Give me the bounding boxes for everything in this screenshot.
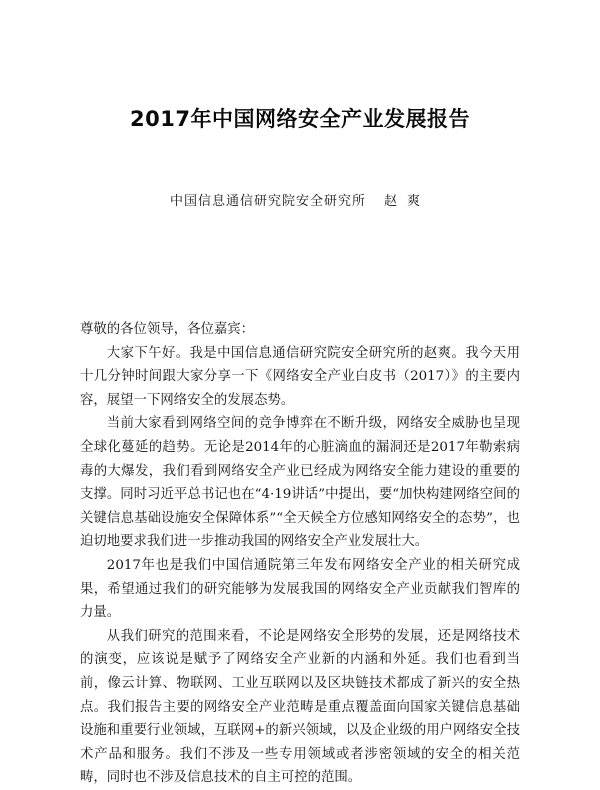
document-body (80, 318, 520, 790)
byline (0, 190, 600, 209)
author-name: 赵爽 (384, 194, 431, 209)
paragraph-1: 大家下午好。我是中国信息通信研究院安全研究所的赵爽。我今天用十几分钟时间跟大家分享一下《网络安全产业白皮书（2017）》的主要内容，展望一下网络安全的发展态势。 (80, 345, 520, 408)
greeting: 尊敬的各位领导，各位嘉宾： (80, 322, 255, 337)
paragraph-3: 2017年也是我们中国信通院第三年发布网络安全产业的相关研究成果，希望通过我们的研究能够为发展我国的网络安全产业贡献我们智库的力量。 (80, 557, 520, 621)
affiliation: 中国信息通信研究院安全研究所 (169, 194, 366, 209)
paragraph-2: 当前大家看到网络空间的竞争博弈在不断升级，网络安全威胁也呈现全球化蔓延的趋势。无论是2014年的心脏滴血的漏洞还是2017年勒索病毒的大爆发，我们看到网络安全产业已经成为网络安全能力建设的重要的支撑。同时习近平总书记也在“4·19讲话”中提出，要“加快构建网络空间的关键信息基础设施安全保障体系”“全天候全方位感知网络安全的态势”，也迫切地要求我们进一步推动我国的网络安全产业发展壮大。 (80, 416, 520, 550)
paragraph-4: 从我们研究的范围来看，不论是网络安全形势的发展，还是网络技术的演变，应该说是赋予了网络安全产业新的内涵和外延。我们也看到当前，像云计算、物联网、工业互联网以及区块链技术都成了新兴的安全热点。我们报告主要的网络安全产业范畴是重点覆盖面向国家关键信息基础设施和重要行业领域，互联网+的新兴领域，以及企业级的用户网络安全技术产品和服务。我们不涉及一些专用领域或者涉密领域的安全的相关范畴，同时也不涉及信息技术的自主可控的范围。 (80, 628, 520, 786)
document-title: 2017年中国网络安全产业发展报告 (130, 107, 470, 131)
